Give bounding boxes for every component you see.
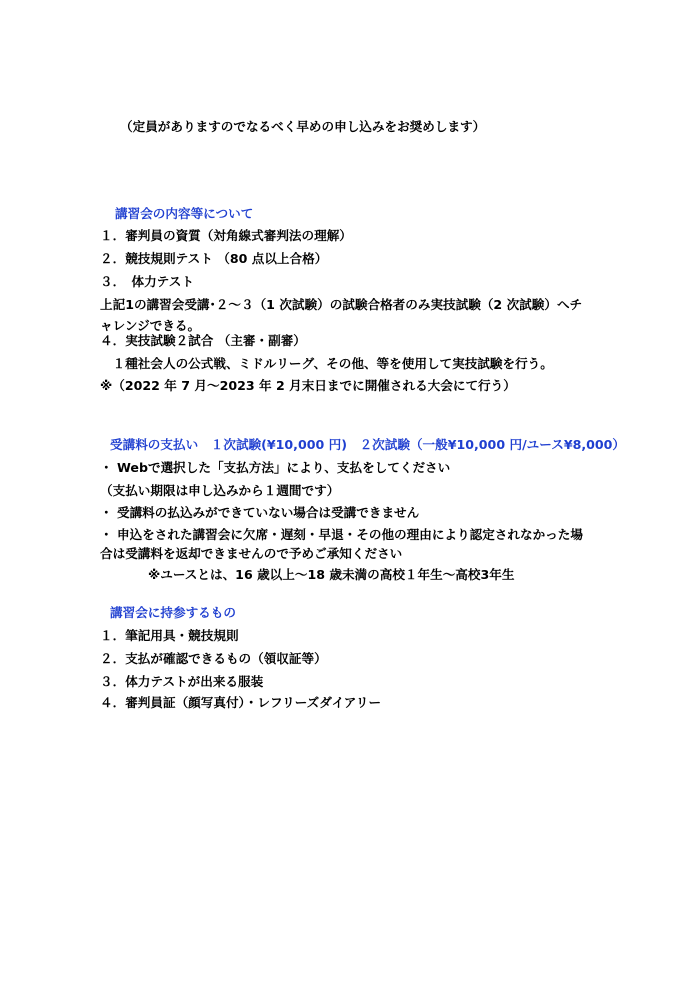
fee-line: （支払い期限は申し込みから１週間です） — [100, 483, 340, 498]
fee-line: ・ 受講料の払込みができていない場合は受講できません — [100, 505, 420, 520]
bring-heading: 講習会に持参するもの — [110, 605, 236, 620]
bring-line: １．筆記用具・競技規則 — [100, 628, 239, 643]
content-line: １種社会人の公式戦、ミドルリーグ、その他、等を使用して実技試験を行う。 — [100, 356, 553, 371]
fee-heading: 受講料の支払い １次試験(¥10,000 円) ２次試験（一般¥10,000 円/ユース¥8,000） — [110, 437, 626, 452]
content-line: ※（2022 年 7 月～2023 年 2 月末日までに開催される大会にて行う） — [100, 378, 516, 393]
content-line: ４．実技試験２試合 （主審・副審） — [100, 333, 306, 348]
content-line: １．審判員の資質（対角線式審判法の理解） — [100, 228, 352, 243]
intro-note: （定員がありますのでなるべく早めの申し込みをお奨めします） — [120, 119, 486, 134]
bring-line: ４．審判員証（顔写真付）・レフリーズダイアリー — [100, 695, 382, 710]
fee-line: ・ Webで選択した「支払方法」により、支払をしてください — [100, 460, 451, 475]
content-line: ャレンジできる。 — [100, 318, 201, 333]
content-heading: 講習会の内容等について — [115, 206, 254, 221]
content-line: ２．競技規則テスト （80 点以上合格） — [100, 251, 328, 266]
content-line: ３． 体力テスト — [100, 274, 194, 289]
bring-line: ３．体力テストが出来る服装 — [100, 674, 264, 689]
fee-line: ※ユースとは、16 歳以上～18 歳未満の高校１年生～高校3年生 — [148, 567, 515, 582]
fee-line: ・ 申込をされた講習会に欠席・遅刻・早退・その他の理由により認定されなかった場 — [100, 527, 583, 542]
content-line: 上記1の講習会受講･２～３（1 次試験）の試験合格者のみ実技試験（2 次試験）へチ — [100, 297, 583, 312]
bring-line: ２．支払が確認できるもの（領収証等） — [100, 651, 327, 666]
fee-line: 合は受講料を返却できませんので予めご承知ください — [100, 546, 403, 561]
